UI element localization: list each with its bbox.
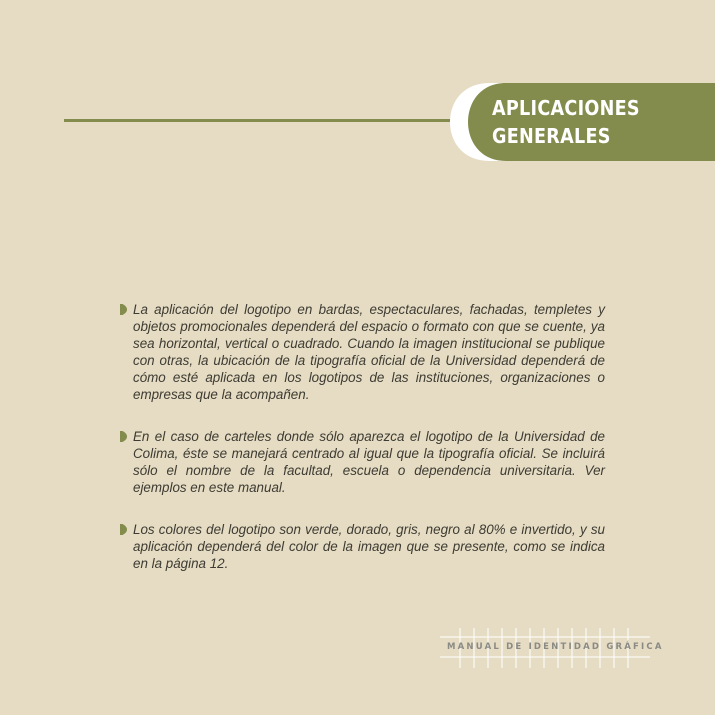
bullet-icon <box>120 431 127 442</box>
paragraph-text: La aplicación del logotipo en bardas, espectaculares, fachadas, templetes y objetos promocionales dependerá del espacio o formato con que se cuente, ya sea horizontal, vertical o cuadrado. Cuando la imagen institucional se publique con otras, la ubicación de la tipografía oficial de la Universidad dependerá de cómo esté aplicada en los logotipos de las instituciones, organizaciones o empresas que la acompañen. <box>133 302 605 402</box>
footer-text: MANUAL DE IDENTIDAD GRÁFICA <box>447 642 664 652</box>
paragraph <box>120 521 605 572</box>
paragraph-text: Los colores del logotipo son verde, dorado, gris, negro al 80% e invertido, y su aplicación dependerá del color de la imagen que se presente, como se indica en la página 12. <box>133 522 605 571</box>
bullet-icon <box>120 304 127 315</box>
section-title-line1: APLICACIONES <box>492 96 640 120</box>
paragraph <box>120 428 605 496</box>
section-title <box>492 94 640 150</box>
paragraph-text: En el caso de carteles donde sólo aparezca el logotipo de la Universidad de Colima, éste se manejará centrado al igual que la tipografía oficial. Se incluirá sólo el nombre de la facultad, escuela o dependencia universitaria. Ver ejemplos en este manual. <box>133 429 605 495</box>
bullet-icon <box>120 524 127 535</box>
section-header-tab <box>450 83 715 161</box>
header-rule-line <box>64 119 464 122</box>
body-content <box>120 301 605 597</box>
paragraph <box>120 301 605 403</box>
footer-manual-label <box>440 628 664 668</box>
section-title-line2: GENERALES <box>492 124 611 148</box>
